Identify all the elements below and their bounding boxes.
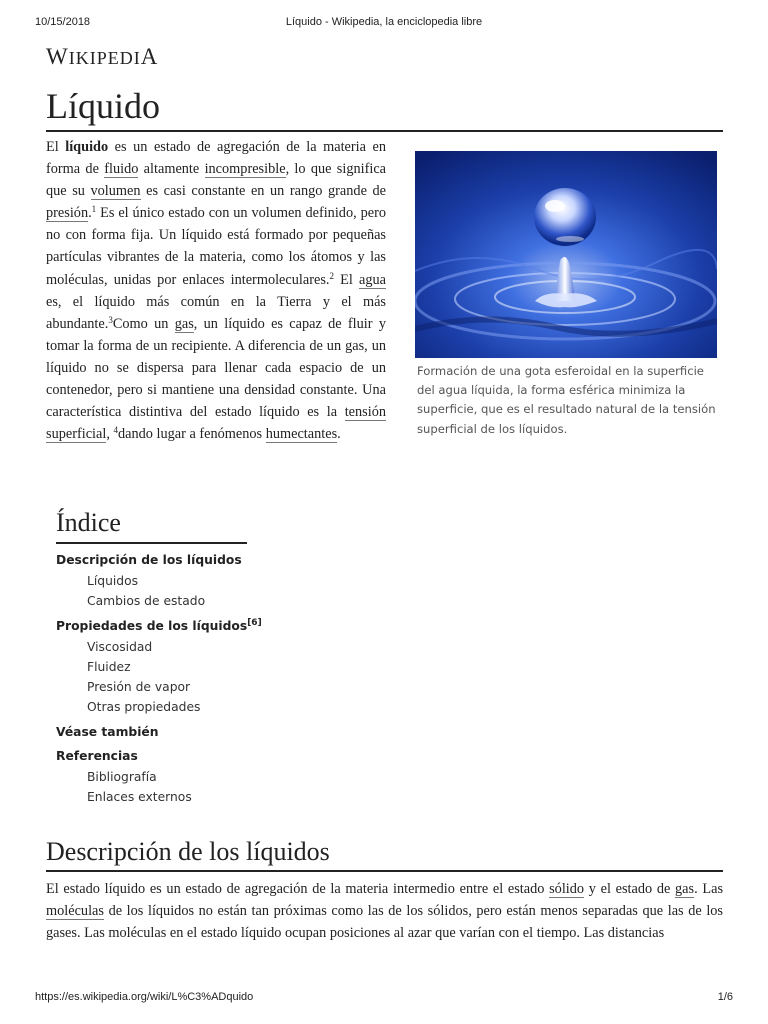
link-presion[interactable]: presión — [46, 205, 89, 222]
link-tension-superficial[interactable]: tensión superficial — [46, 404, 386, 443]
toc-link-otras-propiedades[interactable]: Otras propiedades — [87, 700, 201, 714]
link-fluido[interactable]: fluido — [104, 161, 139, 178]
text: dando lugar a fenómenos — [118, 426, 266, 443]
section-paragraph — [46, 878, 723, 945]
ref-3[interactable]: 3 — [108, 314, 113, 325]
figure-caption: Formación de una gota esferoidal en la superficie del agua líquida, la forma esférica minimiza la superficie, que es el resultado natural de la tensión superficial de los líquidos. — [417, 364, 716, 436]
logo-letters-small: IKIPEDI — [68, 48, 141, 68]
toc-link-presion-de-vapor[interactable]: Presión de vapor — [87, 680, 191, 694]
toc-link-propiedades[interactable]: Propiedades de los líquidos — [56, 619, 248, 633]
lead-paragraph — [46, 136, 386, 445]
bold-term: líquido — [65, 139, 109, 155]
toc-item — [56, 552, 356, 611]
toc-link-liquidos[interactable]: Líquidos — [87, 574, 139, 588]
toc-link-viscosidad[interactable]: Viscosidad — [87, 640, 153, 654]
link-gas[interactable]: gas — [675, 881, 695, 897]
toc-link-descripcion[interactable]: Descripción de los líquidos — [56, 553, 242, 567]
text: El — [333, 271, 359, 288]
link-moleculas[interactable]: moléculas — [46, 903, 104, 920]
text: . Las — [694, 881, 724, 897]
page-title: Líquido — [46, 84, 723, 132]
text: Como un — [112, 315, 175, 332]
print-date: 10/15/2018 — [35, 16, 91, 28]
print-page-title: Líquido - Wikipedia, la enciclopedia libre — [285, 16, 483, 28]
ref-2[interactable]: 2 — [329, 270, 334, 281]
toc-link-bibliografia[interactable]: Bibliografía — [87, 770, 157, 784]
wikipedia-logo[interactable] — [46, 44, 158, 70]
logo-letter-first: W — [46, 44, 69, 69]
toc-ref[interactable]: [6] — [247, 618, 262, 628]
text: El estado líquido es un estado de agregación de la materia intermedio entre el estado — [46, 881, 550, 897]
print-page-number: 1/6 — [717, 991, 733, 1003]
text: . — [88, 205, 92, 222]
link-humectantes[interactable]: humectantes — [265, 426, 338, 443]
toc-sublist — [56, 571, 356, 611]
text: Es el único estado con un volumen definido, pero no con forma fija. Un líquido está formado por pequeñas partículas vibrantes de la materia, como los átomos y las moléculas, unidas por enlaces intermoleculares. — [46, 205, 386, 288]
link-incompresible[interactable]: incompresible — [204, 161, 286, 178]
print-header — [35, 16, 733, 32]
text: , un líquido es capaz de fluir y tomar la forma de un recipiente. A diferencia de un gas, un líquido no se dispersa para llenar cada espacio de un contenedor, pero si mantiene una densidad constante. Una característica distintiva del estado líquido es la — [46, 315, 386, 421]
link-gas[interactable]: gas — [174, 315, 194, 332]
toc-link-fluidez[interactable]: Fluidez — [87, 660, 131, 674]
logo-letter-last: A — [140, 44, 159, 69]
ref-1[interactable]: 1 — [91, 204, 97, 215]
text: , lo que significa que su — [46, 161, 387, 200]
link-volumen[interactable]: volumen — [90, 183, 141, 200]
toc-sublist — [56, 637, 356, 717]
toc-link-cambios-de-estado[interactable]: Cambios de estado — [87, 594, 206, 608]
toc-item — [56, 724, 356, 741]
toc-item — [56, 618, 356, 717]
toc-link-enlaces-externos[interactable]: Enlaces externos — [87, 790, 192, 804]
water-drop-image[interactable] — [415, 151, 717, 358]
ref-4[interactable]: 4 — [113, 425, 118, 436]
text: y el estado de — [584, 881, 676, 897]
text: es casi constante en un rango grande de — [140, 183, 386, 200]
toc-link-vease-tambien[interactable]: Véase también — [56, 725, 159, 739]
print-footer — [35, 991, 733, 1007]
text: El — [46, 139, 66, 155]
section-heading-descripcion: Descripción de los líquidos — [46, 836, 723, 872]
text: es, el líquido más común en la Tierra y el más abundante. — [46, 293, 386, 332]
toc-link-referencias[interactable]: Referencias — [56, 749, 138, 763]
text: , — [106, 426, 114, 443]
print-url: https://es.wikipedia.org/wiki/L%C3%ADquido — [35, 991, 254, 1003]
table-of-contents — [56, 506, 356, 807]
toc-item — [56, 748, 356, 807]
toc-list — [56, 552, 356, 807]
text: es un estado de agregación de la materia en forma de — [46, 139, 386, 178]
toc-sublist — [56, 767, 356, 807]
link-solido[interactable]: sólido — [549, 881, 585, 897]
infobox-figure — [415, 151, 717, 439]
toc-title: Índice — [56, 506, 247, 544]
text: altamente — [138, 161, 205, 178]
link-agua[interactable]: agua — [359, 271, 386, 288]
text: de los líquidos no están tan próximas como las de los sólidos, pero están menos separadas que las de los gases. Las moléculas en el estado líquido ocupan posiciones al azar que varían con el tiempo. Las distancias — [46, 903, 723, 942]
text: . — [337, 426, 341, 443]
